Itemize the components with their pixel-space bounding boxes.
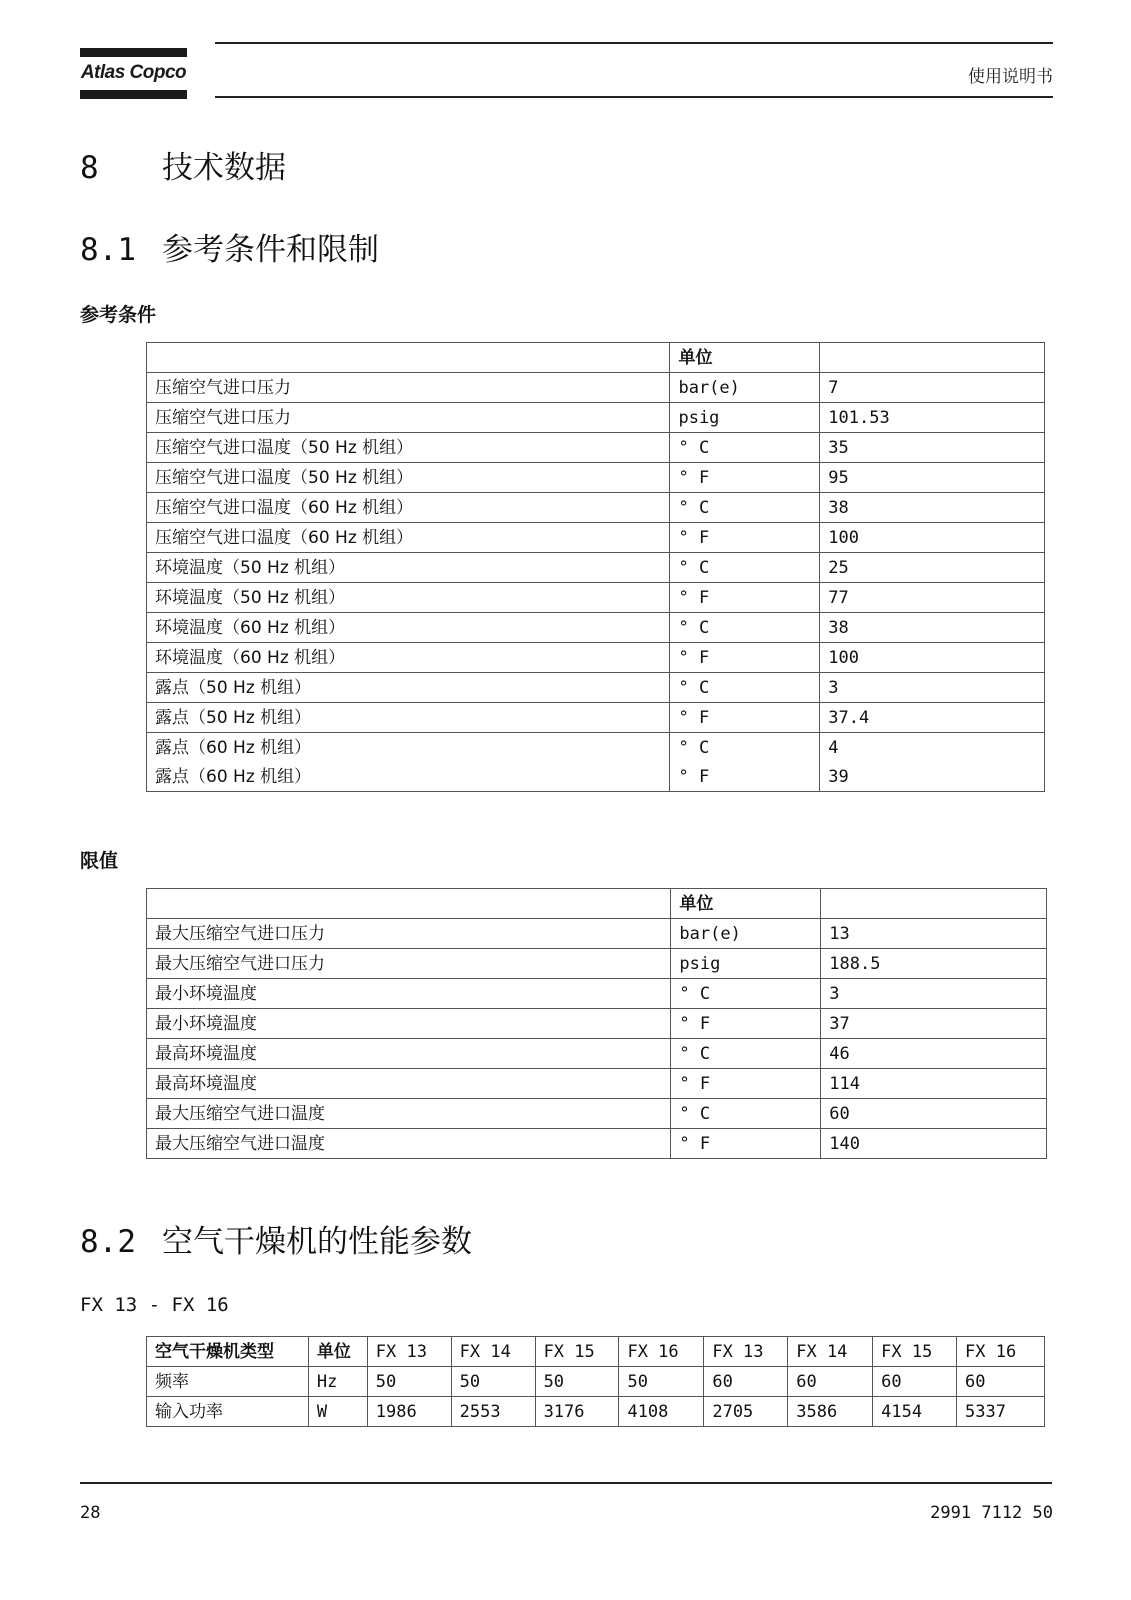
row-value: 95 <box>820 463 1045 493</box>
logo-bar-top <box>80 48 187 57</box>
logo-wordmark: Atlas Copco <box>80 62 187 83</box>
row-unit: ° C <box>671 979 821 1009</box>
performance-model-range: FX 13 - FX 16 <box>80 1294 229 1316</box>
document-type: 使用说明书 <box>968 67 1053 87</box>
row-value: 46 <box>821 1039 1047 1069</box>
row-label: 压缩空气进口压力 <box>147 373 670 403</box>
row-unit: ° C <box>670 493 820 523</box>
table-row <box>147 583 1045 613</box>
row-cell: W <box>308 1397 367 1427</box>
limits-title: 限值 <box>80 850 119 872</box>
row-cell: 1986 <box>367 1397 451 1427</box>
row-unit: ° F <box>670 523 820 553</box>
row-cell: 2553 <box>451 1397 535 1427</box>
row-label: 环境温度（60 Hz 机组） <box>147 613 670 643</box>
table-row <box>147 733 1045 763</box>
section-number: 8.2 <box>80 1224 136 1260</box>
table-row <box>147 919 1047 949</box>
header-cell: 空气干燥机类型 <box>147 1337 309 1367</box>
row-value: 114 <box>821 1069 1047 1099</box>
row-value: 37.4 <box>820 703 1045 733</box>
row-label: 最大压缩空气进口温度 <box>147 1129 671 1159</box>
row-cell: 60 <box>788 1367 873 1397</box>
row-unit: ° F <box>670 463 820 493</box>
row-label: 压缩空气进口温度（50 Hz 机组） <box>147 433 670 463</box>
header-cell: FX 16 <box>957 1337 1045 1367</box>
table-row <box>147 523 1045 553</box>
row-value: 60 <box>821 1099 1047 1129</box>
row-label: 露点（60 Hz 机组） <box>147 762 670 792</box>
header-cell-value <box>821 889 1047 919</box>
row-label: 最大压缩空气进口压力 <box>147 919 671 949</box>
row-unit: ° C <box>670 433 820 463</box>
row-value: 3 <box>820 673 1045 703</box>
table-row <box>147 673 1045 703</box>
header-cell: FX 13 <box>704 1337 788 1367</box>
row-label: 最大压缩空气进口温度 <box>147 1099 671 1129</box>
row-cell: Hz <box>308 1367 367 1397</box>
section-title: 空气干燥机的性能参数 <box>162 1224 472 1260</box>
table-row <box>147 703 1045 733</box>
row-label: 环境温度（60 Hz 机组） <box>147 643 670 673</box>
row-cell: 3586 <box>788 1397 873 1427</box>
row-value: 13 <box>821 919 1047 949</box>
row-cell: 60 <box>704 1367 788 1397</box>
table-row <box>147 979 1047 1009</box>
row-unit: ° C <box>670 553 820 583</box>
table-row <box>147 433 1045 463</box>
row-cell: 2705 <box>704 1397 788 1427</box>
row-label: 露点（60 Hz 机组） <box>147 733 670 763</box>
row-value: 37 <box>821 1009 1047 1039</box>
row-label: 压缩空气进口压力 <box>147 403 670 433</box>
table-header-row <box>147 343 1045 373</box>
table-row <box>147 373 1045 403</box>
reference-conditions-table <box>146 342 1045 792</box>
row-label: 最小环境温度 <box>147 979 671 1009</box>
table-row <box>147 1129 1047 1159</box>
header-cell-label <box>147 889 671 919</box>
row-cell: 4108 <box>619 1397 704 1427</box>
table-row <box>147 762 1045 792</box>
section-title: 技术数据 <box>162 150 286 186</box>
row-cell: 3176 <box>535 1397 619 1427</box>
table-row <box>147 1039 1047 1069</box>
table-row <box>147 949 1047 979</box>
row-unit: psig <box>671 949 821 979</box>
section-number: 8 <box>80 150 99 186</box>
section-heading-8-1 <box>80 230 379 270</box>
footer-rule <box>80 1482 1052 1484</box>
row-value: 188.5 <box>821 949 1047 979</box>
row-label: 频率 <box>147 1367 309 1397</box>
header-cell: 单位 <box>308 1337 367 1367</box>
row-cell: 50 <box>451 1367 535 1397</box>
row-label: 压缩空气进口温度（50 Hz 机组） <box>147 463 670 493</box>
row-label: 环境温度（50 Hz 机组） <box>147 553 670 583</box>
header-cell-value <box>820 343 1045 373</box>
row-unit: ° F <box>670 583 820 613</box>
row-unit: ° F <box>671 1069 821 1099</box>
performance-table <box>146 1336 1045 1427</box>
table-row <box>147 643 1045 673</box>
row-label: 最小环境温度 <box>147 1009 671 1039</box>
header-cell: FX 15 <box>535 1337 619 1367</box>
header-cell: FX 14 <box>451 1337 535 1367</box>
page-number: 28 <box>80 1503 101 1523</box>
row-unit: ° C <box>670 733 820 763</box>
table-row <box>147 613 1045 643</box>
row-cell: 50 <box>619 1367 704 1397</box>
row-cell: 4154 <box>873 1397 957 1427</box>
row-value: 7 <box>820 373 1045 403</box>
table-row <box>147 1367 1045 1397</box>
section-title: 参考条件和限制 <box>162 232 379 268</box>
table-row <box>147 1397 1045 1427</box>
row-value: 101.53 <box>820 403 1045 433</box>
header-cell: FX 13 <box>367 1337 451 1367</box>
header-cell: FX 16 <box>619 1337 704 1367</box>
row-unit: ° F <box>670 643 820 673</box>
table-row <box>147 1009 1047 1039</box>
row-value: 100 <box>820 523 1045 553</box>
row-cell: 60 <box>873 1367 957 1397</box>
brand-logo <box>80 48 187 101</box>
row-label: 环境温度（50 Hz 机组） <box>147 583 670 613</box>
table-row <box>147 1099 1047 1129</box>
table-header-row <box>147 1337 1045 1367</box>
table-row <box>147 1069 1047 1099</box>
row-unit: ° F <box>671 1009 821 1039</box>
row-unit: bar(e) <box>670 373 820 403</box>
row-value: 35 <box>820 433 1045 463</box>
row-value: 25 <box>820 553 1045 583</box>
row-label: 露点（50 Hz 机组） <box>147 673 670 703</box>
header-cell-unit: 单位 <box>671 889 821 919</box>
row-cell: 50 <box>535 1367 619 1397</box>
row-value: 77 <box>820 583 1045 613</box>
row-value: 3 <box>821 979 1047 1009</box>
row-value: 38 <box>820 613 1045 643</box>
row-label: 露点（50 Hz 机组） <box>147 703 670 733</box>
row-value: 39 <box>820 762 1045 792</box>
row-cell: 50 <box>367 1367 451 1397</box>
document-number: 2991 7112 50 <box>930 1503 1053 1523</box>
logo-bar-bottom <box>80 90 187 99</box>
row-label: 输入功率 <box>147 1397 309 1427</box>
row-unit: ° F <box>670 703 820 733</box>
header-cell: FX 14 <box>788 1337 873 1367</box>
table-row <box>147 463 1045 493</box>
row-unit: psig <box>670 403 820 433</box>
header-cell: FX 15 <box>873 1337 957 1367</box>
row-unit: ° C <box>671 1039 821 1069</box>
header-cell-unit: 单位 <box>670 343 820 373</box>
row-unit: ° C <box>671 1099 821 1129</box>
table-row <box>147 553 1045 583</box>
row-value: 140 <box>821 1129 1047 1159</box>
row-cell: 5337 <box>957 1397 1045 1427</box>
row-label: 压缩空气进口温度（60 Hz 机组） <box>147 523 670 553</box>
row-value: 38 <box>820 493 1045 523</box>
row-unit: ° C <box>670 673 820 703</box>
section-number: 8.1 <box>80 232 136 268</box>
section-heading-8-2 <box>80 1222 472 1262</box>
row-label: 最大压缩空气进口压力 <box>147 949 671 979</box>
row-label: 压缩空气进口温度（60 Hz 机组） <box>147 493 670 523</box>
limits-table <box>146 888 1047 1159</box>
table-row <box>147 493 1045 523</box>
row-value: 4 <box>820 733 1045 763</box>
row-label: 最高环境温度 <box>147 1039 671 1069</box>
row-cell: 60 <box>957 1367 1045 1397</box>
header-rule-bottom <box>215 96 1053 98</box>
row-unit: ° C <box>670 613 820 643</box>
section-heading-8 <box>80 148 286 188</box>
row-unit: ° F <box>671 1129 821 1159</box>
table-header-row <box>147 889 1047 919</box>
row-unit: ° F <box>670 762 820 792</box>
row-unit: bar(e) <box>671 919 821 949</box>
reference-conditions-title: 参考条件 <box>80 304 157 326</box>
header-rule-top <box>215 42 1053 44</box>
header-cell-label <box>147 343 670 373</box>
row-value: 100 <box>820 643 1045 673</box>
row-label: 最高环境温度 <box>147 1069 671 1099</box>
table-row <box>147 403 1045 433</box>
